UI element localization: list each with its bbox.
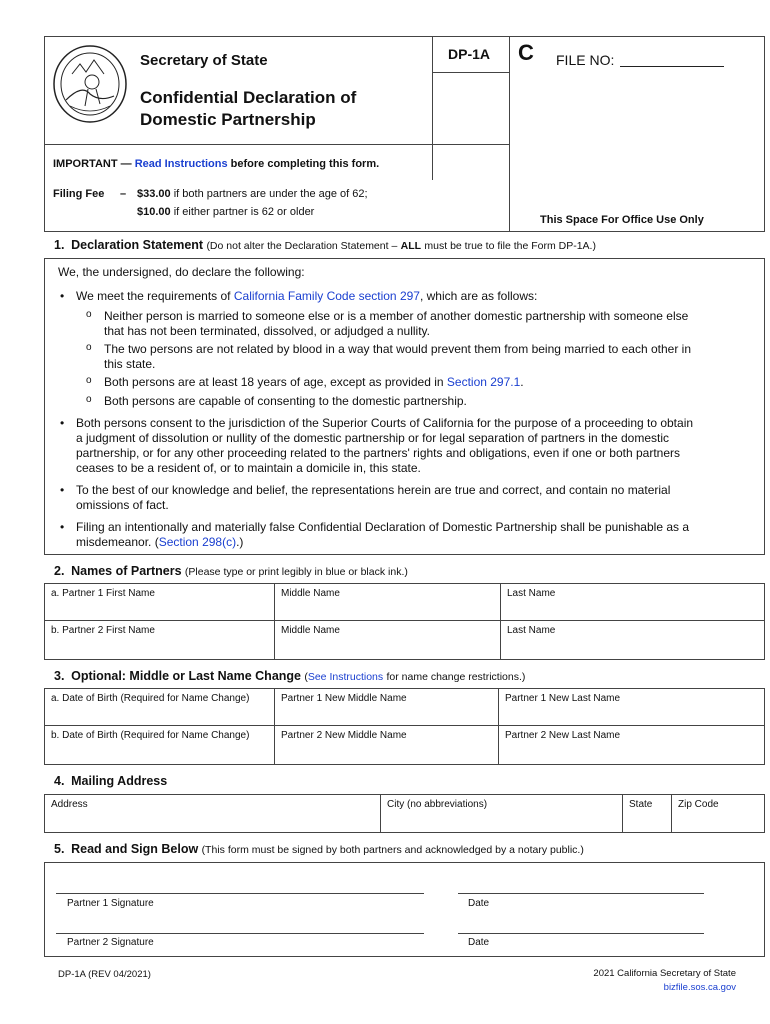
address-table	[44, 794, 765, 833]
section1-num: 1.	[54, 238, 65, 252]
name-change-row-b	[45, 726, 764, 764]
bullet-4-line1: Filing an intentionally and materially false Confidential Declaration of Domestic Partnership shall be punishable as a	[76, 520, 690, 534]
b4-prefix2: misdemeanor. (	[76, 535, 159, 549]
fee1-amount: $33.00	[137, 188, 171, 200]
partner1-dob-field[interactable]	[45, 689, 275, 725]
a-middle-label: Partner 1 New Middle Name	[281, 693, 407, 704]
partner2-last-label: Last Name	[507, 625, 556, 636]
fee-label: Filing Fee	[53, 188, 105, 200]
section2-note: (Please type or print legibly in blue or black ink.)	[184, 566, 408, 578]
bullet-3-line1: To the best of our knowledge and belief, the representations herein are true and correct, and contain no material	[76, 483, 671, 497]
bullet-2-line1: Both persons consent to the jurisdiction of the Superior Courts of California for the purpose of a proceeding to obtain	[76, 416, 694, 430]
partner2-signature-line[interactable]	[56, 933, 424, 934]
sub3-prefix: Both persons are at least 18 years of age, except as provided in	[104, 375, 444, 389]
bullet-4: •	[60, 520, 65, 534]
fee-line-2	[137, 206, 314, 218]
footer-copyright: 2021 California Secretary of State	[593, 968, 736, 979]
section-298c-link[interactable]: Section 298(c)	[158, 535, 237, 549]
bullet-1-text	[76, 289, 537, 304]
section1-note-suffix: must be true to file the Form DP-1A.)	[424, 240, 596, 252]
read-instructions-link[interactable]: Read Instructions	[134, 158, 228, 170]
b4-suffix2: .)	[236, 535, 244, 549]
address-label: Address	[51, 799, 88, 810]
partner1-row	[45, 584, 764, 621]
header-divider-1	[432, 36, 433, 180]
state-seal	[52, 44, 128, 124]
form-code: DP-1A	[448, 46, 491, 62]
partner1-signature-label: Partner 1 Signature	[67, 898, 154, 909]
partner1-new-middle-field[interactable]	[275, 689, 499, 725]
family-code-297-link[interactable]: California Family Code section 297	[233, 289, 420, 303]
form-title-line2: Domestic Partnership	[140, 110, 316, 129]
partner2-first-name-field[interactable]	[45, 621, 275, 659]
office-use-label: This Space For Office Use Only	[540, 214, 704, 226]
bullet-3: •	[60, 483, 65, 497]
partner1-signature-line[interactable]	[56, 893, 424, 894]
sub-bullet-4-marker: o	[86, 394, 92, 405]
sub-bullet-1-marker: o	[86, 309, 92, 320]
section2-heading	[54, 564, 408, 578]
section1-heading	[54, 238, 596, 252]
bullet-3-line2: omissions of fact.	[76, 498, 169, 512]
sub3-suffix: .	[520, 375, 524, 389]
partner2-new-middle-field[interactable]	[275, 726, 499, 764]
partner1-middle-name-field[interactable]	[275, 584, 501, 620]
section3-heading	[54, 669, 525, 683]
partner1-date-line[interactable]	[458, 893, 704, 894]
important-prefix: IMPORTANT —	[53, 158, 132, 170]
header-divider-3	[44, 144, 510, 145]
b1-suffix: , which are as follows:	[419, 289, 538, 303]
header-divider-4	[432, 72, 510, 73]
file-no-field[interactable]	[620, 66, 724, 67]
org-name: Secretary of State	[140, 52, 268, 69]
fee2-text: if either partner is 62 or older	[173, 206, 315, 218]
form-title-line1: Confidential Declaration of	[140, 88, 357, 107]
section5-heading	[54, 842, 584, 856]
sub-bullet-3	[104, 375, 524, 390]
section4-heading	[54, 774, 167, 788]
section1-note-prefix: (Do not alter the Declaration Statement –	[206, 240, 398, 252]
city-field[interactable]	[381, 795, 623, 832]
section5-title: Read and Sign Below	[71, 842, 199, 856]
sub-bullet-2-marker: o	[86, 342, 92, 353]
partner2-signature-label: Partner 2 Signature	[67, 937, 154, 948]
section3-title: Optional: Middle or Last Name Change	[71, 669, 301, 683]
header-divider-2	[509, 36, 510, 232]
a-last-label: Partner 1 New Last Name	[505, 693, 621, 704]
section3-note-open: (	[304, 671, 308, 683]
section4-title: Mailing Address	[71, 774, 168, 788]
sub-bullet-1-line1: Neither person is married to someone else or is a member of another domestic partnership with someone else	[104, 309, 689, 323]
section1-note-bold: ALL	[400, 240, 422, 252]
b-dob-label: b. Date of Birth (Required for Name Change)	[51, 730, 250, 741]
name-change-table	[44, 688, 765, 765]
zip-field[interactable]	[672, 795, 764, 832]
fee1-text: if both partners are under the age of 62;	[173, 188, 368, 200]
section2-num: 2.	[54, 564, 65, 578]
see-instructions-link[interactable]: See Instructions	[307, 671, 384, 683]
fee-line-1	[137, 188, 368, 200]
section3-note-suffix: for name change restrictions.)	[386, 671, 526, 683]
name-change-row-a	[45, 689, 764, 726]
partner2-middle-label: Middle Name	[281, 625, 340, 636]
bullet-2-line3: partnership, or for any other proceeding related to the partners' rights and obligations, even if one or both partners	[76, 446, 680, 460]
city-label: City (no abbreviations)	[387, 799, 488, 810]
important-notice	[53, 158, 379, 170]
names-table	[44, 583, 765, 660]
partner1-middle-label: Middle Name	[281, 588, 340, 599]
bullet-2: •	[60, 416, 65, 430]
bullet-4-line2	[76, 535, 243, 550]
partner2-middle-name-field[interactable]	[275, 621, 501, 659]
footer-revision: DP-1A (REV 04/2021)	[58, 969, 151, 980]
sub-bullet-4: Both persons are capable of consenting to the domestic partnership.	[104, 394, 467, 408]
sub-bullet-1-line2: that has not been terminated, dissolved, or adjudged a nullity.	[104, 324, 430, 338]
section5-note: (This form must be signed by both partners and acknowledged by a notary public.)	[201, 844, 584, 856]
zip-label: Zip Code	[678, 799, 719, 810]
partner1-last-label: Last Name	[507, 588, 556, 599]
a-dob-label: a. Date of Birth (Required for Name Change)	[51, 693, 250, 704]
state-field[interactable]	[623, 795, 672, 832]
section3-num: 3.	[54, 669, 65, 683]
declaration-intro: We, the undersigned, do declare the following:	[58, 265, 305, 279]
partner1-last-name-field[interactable]	[501, 584, 764, 620]
partner1-first-label: a. Partner 1 First Name	[51, 588, 155, 599]
sub-bullet-3-marker: o	[86, 375, 92, 386]
b-last-label: Partner 2 New Last Name	[505, 730, 621, 741]
state-label: State	[629, 799, 653, 810]
partner2-date-label: Date	[468, 937, 490, 948]
section1-title: Declaration Statement	[71, 238, 204, 252]
partner2-first-label: b. Partner 2 First Name	[51, 625, 155, 636]
address-field[interactable]	[45, 795, 381, 832]
sub-bullet-2-line2: this state.	[104, 357, 156, 371]
footer-website-link[interactable]: bizfile.sos.ca.gov	[663, 982, 736, 993]
important-suffix: before completing this form.	[230, 158, 380, 170]
b1-prefix: We meet the requirements of	[76, 289, 231, 303]
section2-title: Names of Partners	[71, 564, 182, 578]
partner1-first-name-field[interactable]	[45, 584, 275, 620]
bullet-1: •	[60, 289, 65, 303]
partner2-dob-field[interactable]	[45, 726, 275, 764]
partner2-last-name-field[interactable]	[501, 621, 764, 659]
bullet-2-line2: a judgment of dissolution or nullity of the domestic partnership or for legal separation of partners in the domestic	[76, 431, 669, 445]
bullet-2-line4: ceases to be a resident of, or to maintain a domicile in, this state.	[76, 461, 421, 475]
b-middle-label: Partner 2 New Middle Name	[281, 730, 407, 741]
partner2-date-line[interactable]	[458, 933, 704, 934]
partner2-row	[45, 621, 764, 659]
section-297-1-link[interactable]: Section 297.1	[446, 375, 521, 389]
partner2-new-last-field[interactable]	[499, 726, 764, 764]
section5-num: 5.	[54, 842, 65, 856]
partner1-new-last-field[interactable]	[499, 689, 764, 725]
fee2-amount: $10.00	[137, 206, 171, 218]
form-letter: C	[518, 40, 534, 65]
partner1-date-label: Date	[468, 898, 490, 909]
section4-num: 4.	[54, 774, 65, 788]
fee-dash: –	[120, 188, 127, 200]
file-no-label: FILE NO:	[556, 52, 615, 68]
sub-bullet-2-line1: The two persons are not related by blood in a way that would prevent them from being married to each other in	[104, 342, 691, 356]
